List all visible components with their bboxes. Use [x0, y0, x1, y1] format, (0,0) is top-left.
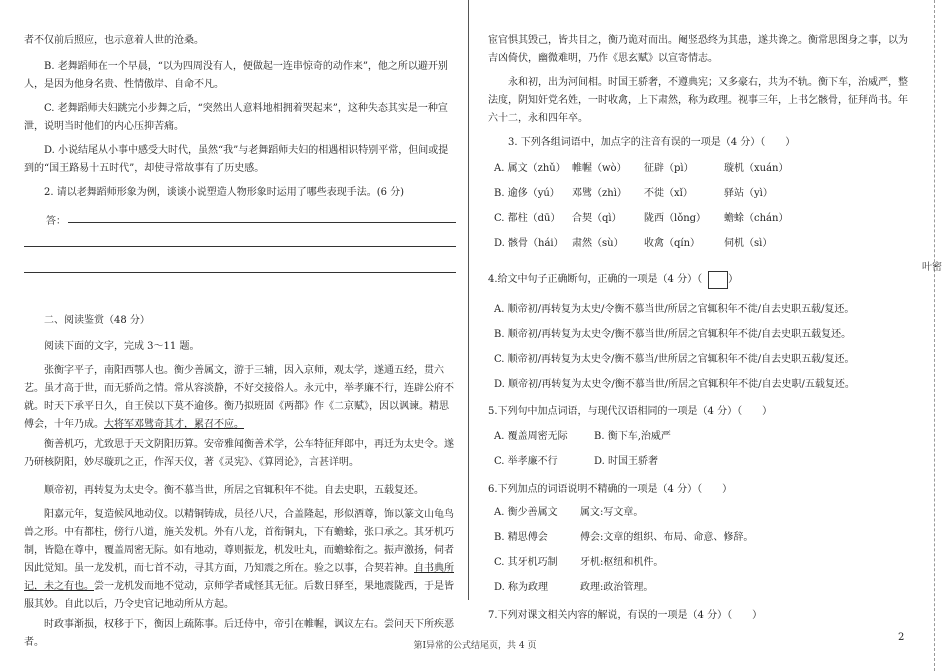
q6-term: A. 衡少善属文 [494, 507, 558, 518]
answer-line-2[interactable] [24, 246, 456, 247]
q3-option: 合契（qì） [572, 213, 622, 224]
option-c: C. 老舞蹈师夫妇跳完小步舞之后，“突然出人意料地相拥着哭起来”，这种失态其实是一种宣泄，说明当时他们的内心压抑苦痛。 [24, 103, 448, 132]
passage-paragraph-2: 衡善机巧，尤致思于天文阴阳历算。安帝雅闻衡善术学，公车特征拜郎中，再迁为太史令。遂乃研核阴阳，妙尽璇玑之正，作浑天仪，著《灵宪》、《算罔论》，言甚详明。 [24, 439, 454, 468]
q3-option: 璇机（xuán） [724, 163, 789, 174]
page-footer: 第Ⅰ异常的公式结尾页，共 4 页 [413, 641, 537, 651]
q5-option-c: C. 举孝廉不行 [494, 456, 558, 467]
q3-option: 帷幄（wò） [572, 163, 627, 174]
answer-line-1[interactable] [68, 222, 456, 223]
q6-term: C. 其牙机巧制 [494, 557, 558, 568]
q3-option: A. 属文（zhǔ） [494, 163, 566, 174]
q6-term: D. 称为政理 [494, 582, 549, 593]
q4-option-d: D. 顺帝初/再转复为太史令/衡不慕当世/所居之官辄积年不徙/自去史职/五载复还。 [494, 379, 855, 390]
question-5: 5.下列句中加点词语，与现代汉语相同的一项是（4 分）（ ） [488, 406, 773, 417]
q4-option-c: C. 顺帝初/再转复为太史令/衡不慕当/世所居之官辄积年不徙/自去史职五载/复还。 [494, 354, 855, 365]
q3-option: 收禽（qín） [644, 238, 701, 249]
section-heading: 二、阅读鉴赏（48 分） [44, 315, 150, 326]
question-3: 3. 下列各组词语中，加点字的注音有误的一项是（4 分）（ ） [508, 137, 796, 148]
passage-paragraph-4: 阳嘉元年，复造候风地动仪。以精铜铸成，员径八尺，合盖隆起，形似酒尊，饰以篆文山龟鸟兽之形。中有都柱，傍行八道，施关发机。外有八龙，首衔铜丸，下有蟾蜍，张口承之。其牙机巧制，皆隐在尊中，覆盖周密无际。如有地动，尊则振龙，机发吐丸，而蟾蜍衔之。振声激扬，伺者因此觉知。虽一龙发机，而七首不动，寻其方面，乃知震之所在。验之以事，合契若神。自书典所记，未之有也。尝一龙机发而地不觉动，京师学者咸怪其无征。后数日驿至，果地震陇西，于是皆服其妙。自此以后，乃令史官记地动所从方起。 [24, 509, 454, 610]
q6-gloss: 牙机:枢纽和机件。 [580, 557, 664, 568]
binding-edge-text: 叶密 [922, 262, 942, 273]
q5-option-a: A. 覆盖周密无际 [494, 431, 568, 442]
column-divider [468, 0, 469, 600]
q5-option-d: D. 时国王骄奢 [594, 456, 659, 467]
q4-option-a: A. 顺帝初/再转复为太史/令衡不慕当世/所居之官辄积年不徙/自去史职五载/复还。 [494, 304, 855, 315]
passage-paragraph-3: 顺帝初，再转复为太史令。衡不慕当世，所居之官辄积年不徙。自去史职，五载复还。 [44, 485, 424, 496]
q3-option: 肃然（sù） [572, 238, 624, 249]
q4-option-b: B. 顺帝初/再转复为太史令/衡不慕当世/所居之官辄积年不徙/自去史职五载复还。 [494, 329, 852, 340]
instruction: 阅读下面的文字，完成 3～11 题。 [44, 341, 200, 352]
answer-box[interactable] [708, 271, 728, 289]
option-d: D. 小说结尾从小事中感受大时代，虽然“我”与老舞蹈师夫妇的相遇相识特别平常，但间或提到的“国王路易十五时代”，却使寻常故事有了历史感。 [24, 145, 449, 174]
q6-term: B. 精思傅会 [494, 532, 548, 543]
underlined-sentence: 大将军邓骘奇其才，累召不应。 [104, 419, 244, 430]
question-4: 4.给文中句子正确断句，正确的一项是（4 分）（ ） [488, 270, 738, 289]
page-number: 2 [898, 632, 905, 643]
q3-option: 驿站（yì） [724, 188, 773, 199]
answer-line-3[interactable] [24, 272, 456, 273]
q3-option: 征辟（pì） [644, 163, 694, 174]
q3-option: 邓骘（zhì） [572, 188, 627, 199]
option-b: B. 老舞蹈师在一个早晨，“以为四周没有人，便做起一连串惊奇的动作来”，他之所以避开别人，是因为他身名贵、性情傲岸、自命不凡。 [24, 61, 448, 90]
q6-gloss: 傅会:文章的组织、布局、命意、修辞。 [580, 532, 754, 543]
q3-option: 不徙（xǐ） [644, 188, 693, 199]
passage-paragraph-5: 时政事渐损，权移于下，衡因上疏陈事。后迁侍中，帝引在帷幄，讽议左右。尝问天下所疾恶者。 [24, 619, 454, 648]
q3-option: D. 骸骨（hái） [494, 238, 564, 249]
q3-option: 陇西（lǒng） [644, 213, 707, 224]
q3-option: 伺机（sì） [724, 238, 773, 249]
binding-line [934, 0, 935, 671]
q6-gloss: 政理:政治管理。 [580, 582, 654, 593]
passage-paragraph-6: 宦官惧其毁己，皆共目之，衡乃诡对而出。阉竖恐终为其患，遂共谗之。衡常思图身之事，以为吉凶倚伏，幽微难明，乃作《思玄赋》以宣寄情志。 [488, 35, 908, 64]
paragraph-continuation: 者不仅前后照应，也示意着人世的沧桑。 [24, 35, 204, 46]
question-6: 6.下列加点的词语说明不精确的一项是（4 分）（ ） [488, 484, 733, 495]
underlined-sentence-2: 自书典所记，未之有也。 [24, 563, 454, 592]
q5-option-b: B. 衡下车,治威严 [594, 431, 671, 442]
passage-paragraph-7: 永和初，出为河间相。时国王骄奢，不遵典宪；又多豪右，共为不轨。衡下车，治威严，整法度，阴知奸党名姓，一时收禽，上下肃然，称为政理。视事三年，上书乞骸骨，征拜尚书。年六十二，永和四年卒。 [488, 77, 908, 124]
q3-option: B. 逾侈（yú） [494, 188, 560, 199]
q3-option: C. 都柱（dū） [494, 213, 561, 224]
answer-label: 答： [46, 216, 66, 227]
passage-paragraph-1: 张衡字平子，南阳西鄂人也。衡少善属文，游于三辅，因入京师，观太学，遂通五经，贯六艺。虽才高于世，而无骄尚之情。常从容淡静，不好交接俗人。永元中，举孝廉不行，连辟公府不就。时天下承平日久，自王侯以下莫不逾侈。衡乃拟班固《两都》作《二京赋》，因以讽谏。精思傅会，十年乃成。大将军邓骘奇其才，累召不应。 [24, 365, 454, 430]
q6-gloss: 属文:写文章。 [580, 507, 644, 518]
question-2: 2. 请以老舞蹈师形象为例，谈谈小说塑造人物形象时运用了哪些表现手法。(6 分) [44, 187, 405, 198]
question-7: 7.下列对课文相关内容的解说，有误的一项是（4 分）（ ） [488, 610, 763, 621]
q3-option: 蟾蜍（chán） [724, 213, 789, 224]
